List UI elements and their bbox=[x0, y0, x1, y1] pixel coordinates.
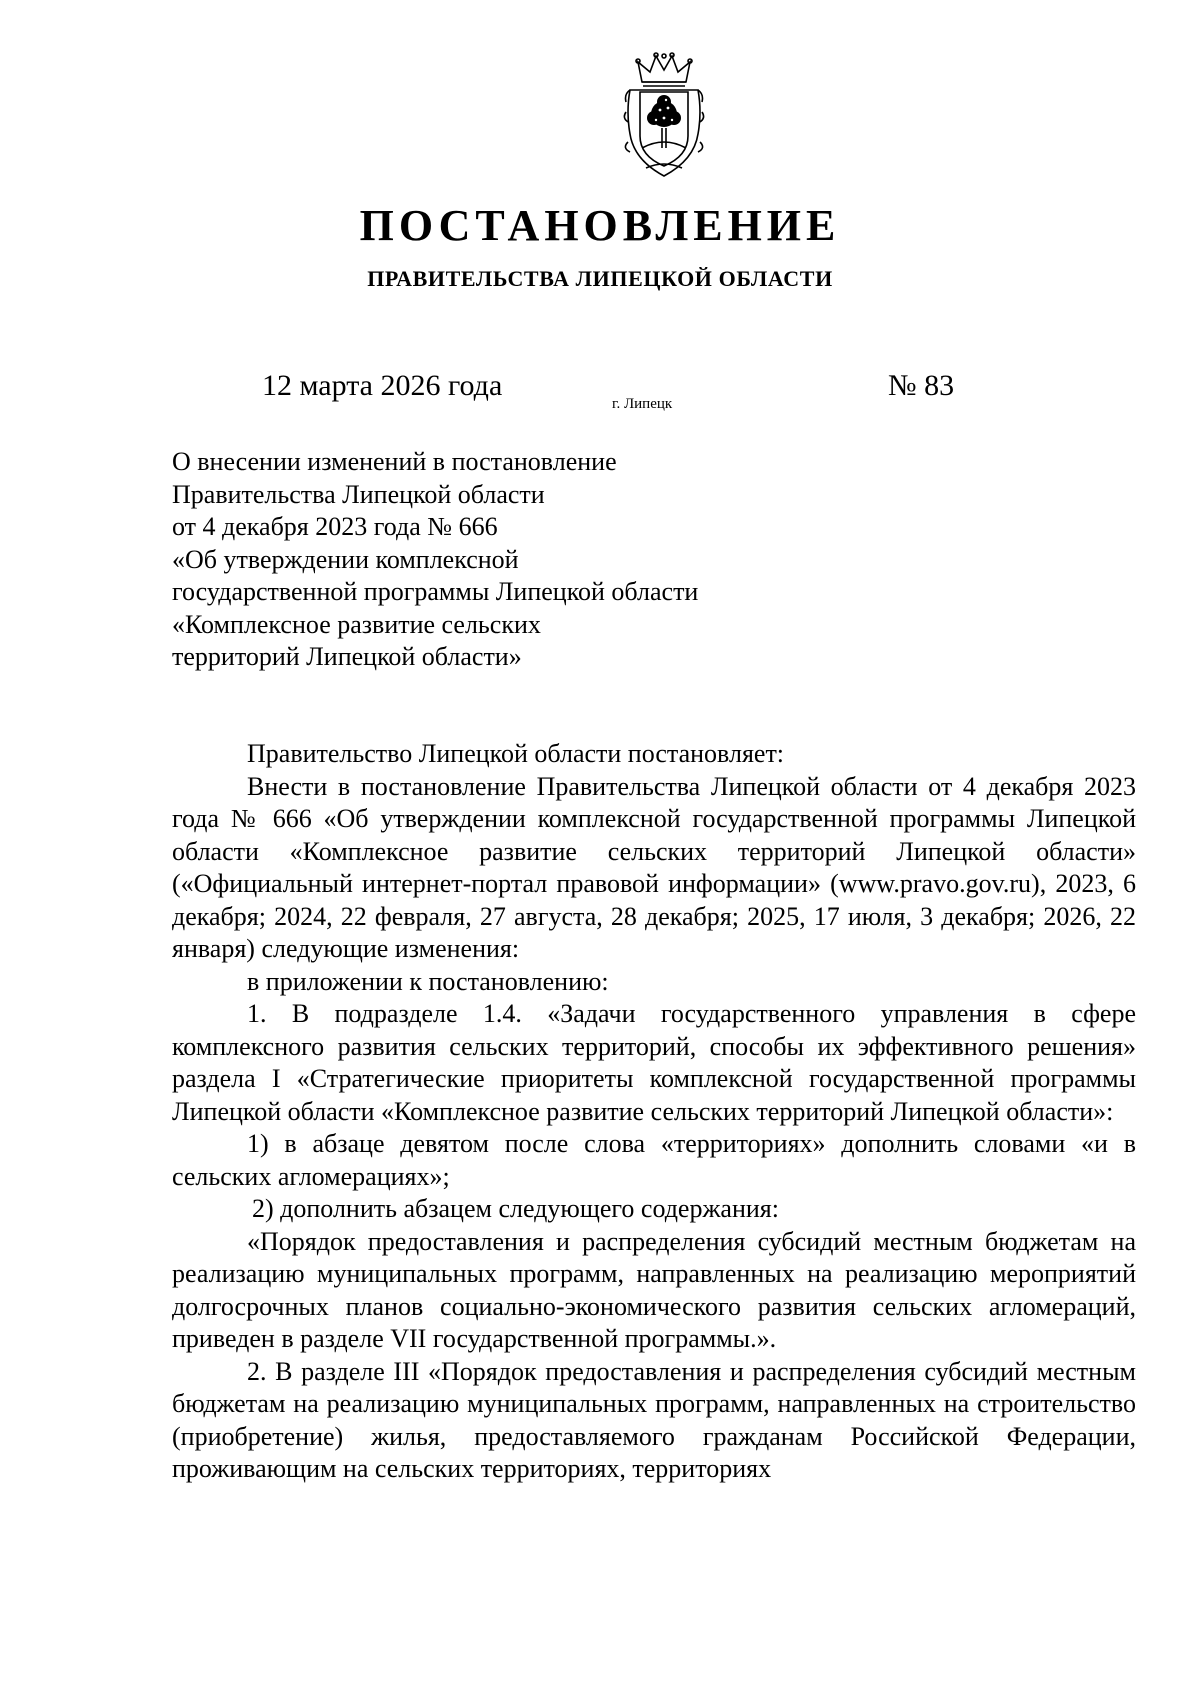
document-date: 12 марта 2026 года bbox=[262, 369, 503, 402]
document-city: г. Липецк bbox=[612, 396, 673, 412]
paragraph: «Порядок предоставления и распределения субсидий местным бюджетам на реализацию муниципальных программ, направленных на реализацию мероприятий долгосрочных планов социально-экономического развития сельских агломераций, приведен в разделе VII государственной программы.». bbox=[172, 1226, 1136, 1353]
paragraph: Правительство Липецкой области постановляет: bbox=[247, 739, 785, 768]
lipetsk-coat-of-arms-icon bbox=[620, 52, 708, 180]
paragraph: в приложении к постановлению: bbox=[247, 966, 609, 996]
paragraph: 1) в абзаце девятом после слова «территориях» дополнить словами «и в сельских агломерациях»; bbox=[172, 1129, 1136, 1191]
document-title: ПОСТАНОВЛЕНИЕ bbox=[359, 201, 841, 250]
subject-line: О внесении изменений в постановление bbox=[172, 447, 617, 476]
subject-line: территорий Липецкой области» bbox=[172, 642, 522, 671]
document-body bbox=[172, 738, 1136, 1486]
paragraph: Внести в постановление Правительства Липецкой области от 4 декабря 2023 года № 666 «Об утверждении комплексной государственной программы Липецкой области «Комплексное развитие сельских территорий Липецкой области» («Официальный интернет-портал правовой информации» (www.pravo.gov.ru), 2023, 6 декабря; 2024, 22 февраля, 27 августа, 28 декабря; 2025, 17 июля, 3 декабря; 2026, 22 января) следующие изменения: bbox=[172, 771, 1136, 963]
paragraph: 1. В подразделе 1.4. «Задачи государственного управления в сфере комплексного развития сельских территорий, способы их эффективного решения» раздела I «Стратегические приоритеты комплексной государственной программы Липецкой области «Комплексное развитие сельских территорий Липецкой области»: bbox=[172, 999, 1136, 1126]
document-number: № 83 bbox=[888, 369, 955, 402]
subject-line: от 4 декабря 2023 года № 666 bbox=[172, 512, 498, 541]
subject-line: «Об утверждении комплексной bbox=[172, 544, 519, 574]
paragraph: 2. В разделе III «Порядок предоставления и распределения субсидий местным бюджетам на реализацию муниципальных программ, направленных на строительство (приобретение) жилья, предоставляемого гражданам Российской Федерации, проживающим на сельских территориях, территориях bbox=[172, 1356, 1136, 1483]
subject-line: государственной программы Липецкой области bbox=[172, 577, 699, 606]
document-subtitle: ПРАВИТЕЛЬСТВА ЛИПЕЦКОЙ ОБЛАСТИ bbox=[367, 266, 833, 291]
subject-line: «Комплексное развитие сельских bbox=[172, 609, 541, 639]
document-subject bbox=[172, 446, 872, 674]
paragraph: 2) дополнить абзацем следующего содержания: bbox=[252, 1194, 779, 1223]
subject-line: Правительства Липецкой области bbox=[172, 479, 545, 509]
